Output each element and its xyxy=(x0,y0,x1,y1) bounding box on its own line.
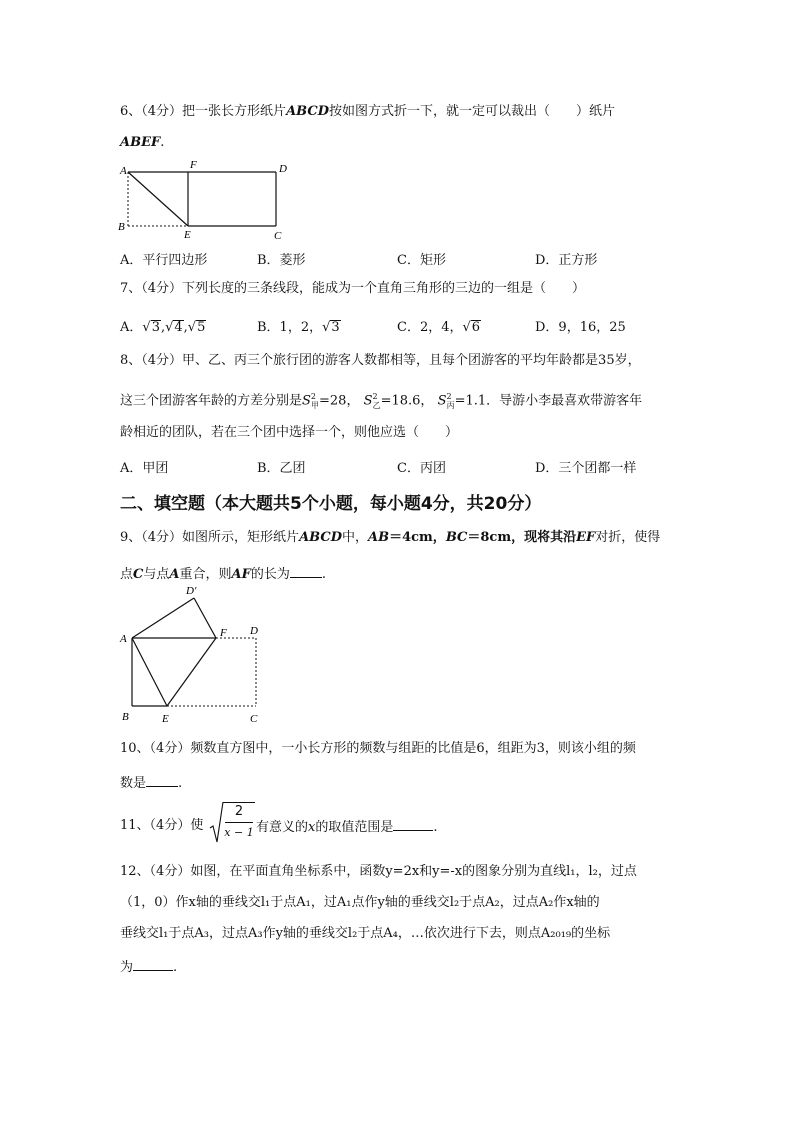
q7-option-c[interactable]: C．2，4，√6 xyxy=(397,320,481,335)
q7-line1: 7、（4分）下列长度的三条线段，能成为一个直角三角形的三边的一组是（ ） xyxy=(120,281,586,296)
q6-option-a[interactable]: A．平行四边形 xyxy=(120,253,208,268)
q10-answer-blank[interactable] xyxy=(146,774,178,787)
q9-answer-blank[interactable] xyxy=(290,565,322,578)
q9-label-B: B xyxy=(122,711,129,723)
q12-line2: （1，0）作x轴的垂线交l₁于点A₁，过A₁点作y轴的垂线交l₂于点A₂，过点A₂作x轴的 xyxy=(120,895,600,910)
q12-line1: 12、（4分）如图，在平面直角坐标系中，函数y=2x和y=-x的图象分别为直线l₁，l₂，过点 xyxy=(120,864,637,879)
q6-option-c[interactable]: C．矩形 xyxy=(397,253,446,268)
q6-label-F: F xyxy=(190,159,197,171)
q8-line1: 8、（4分）甲、乙、丙三个旅行团的游客人数都相等，且每个团游客的平均年龄都是35岁， xyxy=(120,353,641,368)
q7-option-d[interactable]: D．9，16，25 xyxy=(535,320,626,335)
q12-line3: 垂线交l₁于点A₃，过点A₃作y轴的垂线交l₂于点A₄，…依次进行下去，则点A₂₀₁₉的坐标 xyxy=(120,926,611,941)
q9-line2: 点C与点A重合，则AF的长为 . xyxy=(120,567,326,582)
q10-line1: 10、（4分）频数直方图中，一小长方形的频数与组距的比值是6，组距为3，则该小组的频 xyxy=(120,741,636,756)
q8-option-a[interactable]: A．甲团 xyxy=(120,461,169,476)
q9-label-E: E xyxy=(162,713,169,725)
q11-line-cont: 有意义的x的取值范围是 . xyxy=(256,820,438,835)
q8-option-b[interactable]: B．乙团 xyxy=(257,461,306,476)
q7-option-a[interactable]: A．√3,√4,√5 xyxy=(120,320,206,335)
q6-line1: 6、（4分）把一张长方形纸片ABCD按如图方式折一下，就一定可以裁出（ ）纸片 xyxy=(120,104,616,119)
q6-line2: ABEF. xyxy=(120,135,165,150)
q11-numerator: 2 xyxy=(234,804,244,819)
q7-option-b[interactable]: B．1，2，√3 xyxy=(257,320,340,335)
q6-option-b[interactable]: B．菱形 xyxy=(257,253,306,268)
q11-answer-blank[interactable] xyxy=(393,818,433,831)
q8-line3: 龄相近的团队，若在三个团中选择一个，则他应选（ ） xyxy=(120,425,459,440)
q8-option-d[interactable]: D．三个团都一样 xyxy=(535,461,637,476)
q9-label-A: A xyxy=(120,633,127,645)
q11-line: 11、（4分）使 xyxy=(120,818,204,833)
q8-option-c[interactable]: C．丙团 xyxy=(397,461,446,476)
q6-label-C: C xyxy=(274,230,282,242)
q11-radical xyxy=(209,800,255,846)
q6-label-E: E xyxy=(184,229,191,241)
q9-figure xyxy=(114,582,274,727)
q6-label-A: A xyxy=(120,165,127,177)
q6-option-d[interactable]: D．正方形 xyxy=(535,253,598,268)
q8-line2: 这三个团游客年龄的方差分别是$S^2_甲=28$， $S^2_乙=18.6$， $S^2_丙=1.1$．导游小李最喜欢带游客年 xyxy=(120,392,643,410)
q10-line2: 数是 . xyxy=(120,776,183,791)
q9-label-Dprime: D′ xyxy=(186,585,197,597)
q6-number: 6、（4分） xyxy=(120,104,183,119)
q12-line4: 为 . xyxy=(120,960,178,975)
q9-label-D: D xyxy=(250,625,258,637)
q6-figure xyxy=(112,156,297,242)
q9-line1: 9、（4分）如图所示，矩形纸片ABCD中，AB＝4cm，BC＝8cm，现将其沿EF对折，使得 xyxy=(120,530,661,545)
section-2-heading: 二、填空题（本大题共5个小题，每小题4分，共20分） xyxy=(120,494,542,514)
q9-label-C: C xyxy=(250,713,258,725)
q12-answer-blank[interactable] xyxy=(133,958,173,971)
q9-label-F: F xyxy=(220,627,227,639)
q11-denominator: x − 1 xyxy=(224,826,254,839)
q6-label-B: B xyxy=(118,221,125,233)
q6-label-D: D xyxy=(279,163,287,175)
